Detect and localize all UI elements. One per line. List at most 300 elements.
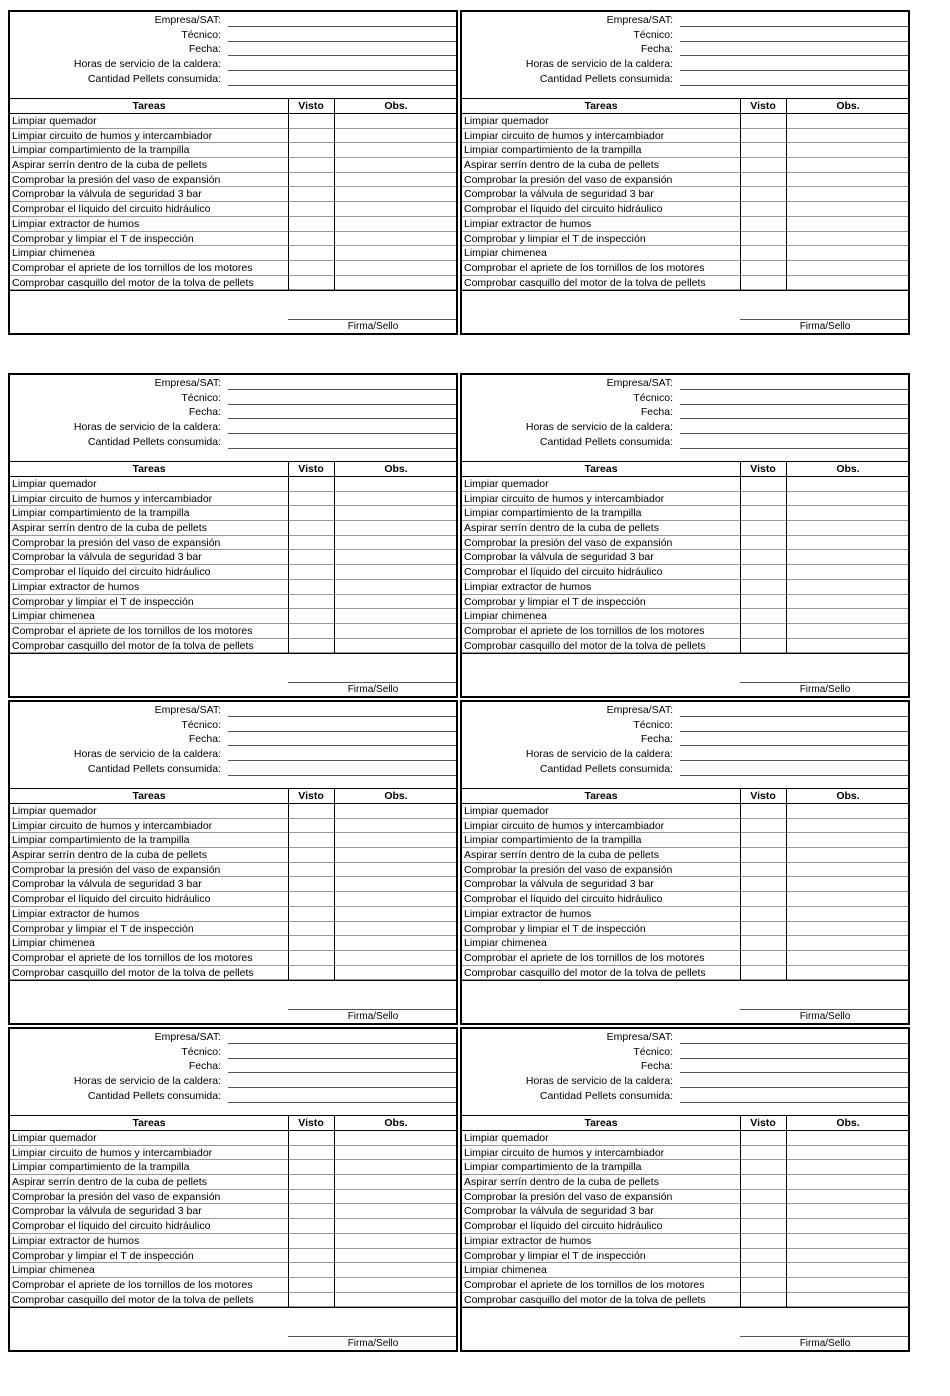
seen-checkbox-cell[interactable] bbox=[740, 1175, 786, 1189]
header-field-input[interactable] bbox=[228, 1102, 456, 1103]
task-table-header bbox=[10, 462, 456, 477]
seen-checkbox-cell[interactable] bbox=[288, 246, 334, 260]
header-field-row bbox=[10, 732, 456, 747]
seen-checkbox-cell[interactable] bbox=[740, 804, 786, 818]
obs-cell[interactable] bbox=[334, 1278, 456, 1292]
seen-checkbox-cell[interactable] bbox=[740, 848, 786, 862]
header-field-row bbox=[462, 762, 908, 777]
table-row bbox=[10, 922, 456, 937]
signature-line[interactable] bbox=[740, 319, 908, 320]
obs-cell[interactable] bbox=[334, 1175, 456, 1189]
obs-cell[interactable] bbox=[786, 506, 908, 520]
seen-checkbox-cell[interactable] bbox=[288, 922, 334, 936]
seen-checkbox-cell[interactable] bbox=[740, 1249, 786, 1263]
header-field-input[interactable] bbox=[228, 448, 456, 449]
obs-cell[interactable] bbox=[786, 550, 908, 564]
obs-cell[interactable] bbox=[786, 232, 908, 246]
obs-cell[interactable] bbox=[786, 624, 908, 638]
obs-cell[interactable] bbox=[334, 804, 456, 818]
task-label: Comprobar el líquido del circuito hidráulico bbox=[12, 203, 211, 216]
seen-checkbox-cell[interactable] bbox=[288, 232, 334, 246]
table-row bbox=[10, 936, 456, 951]
table-row bbox=[462, 922, 908, 937]
obs-cell[interactable] bbox=[786, 595, 908, 609]
obs-cell[interactable] bbox=[786, 1190, 908, 1204]
obs-cell[interactable] bbox=[786, 639, 908, 653]
obs-cell[interactable] bbox=[334, 624, 456, 638]
seen-checkbox-cell[interactable] bbox=[740, 550, 786, 564]
seen-checkbox-cell[interactable] bbox=[740, 158, 786, 172]
obs-cell[interactable] bbox=[786, 477, 908, 491]
seen-checkbox-cell[interactable] bbox=[740, 492, 786, 506]
seen-checkbox-cell[interactable] bbox=[288, 1146, 334, 1160]
obs-cell[interactable] bbox=[334, 1249, 456, 1263]
seen-checkbox-cell[interactable] bbox=[740, 114, 786, 128]
seen-checkbox-cell[interactable] bbox=[740, 624, 786, 638]
seen-checkbox-cell[interactable] bbox=[288, 892, 334, 906]
task-table-header bbox=[462, 99, 908, 114]
task-label: Limpiar circuito de humos y intercambiador bbox=[464, 819, 665, 832]
obs-cell[interactable] bbox=[334, 951, 456, 965]
obs-cell[interactable] bbox=[786, 1146, 908, 1160]
obs-cell[interactable] bbox=[334, 246, 456, 260]
table-row bbox=[10, 819, 456, 834]
header-field-label: Técnico: bbox=[633, 391, 673, 404]
seen-checkbox-cell[interactable] bbox=[288, 1160, 334, 1174]
obs-cell[interactable] bbox=[786, 863, 908, 877]
seen-checkbox-cell[interactable] bbox=[740, 907, 786, 921]
header-field-label: Empresa/SAT: bbox=[606, 377, 673, 389]
table-row bbox=[462, 217, 908, 232]
obs-cell[interactable] bbox=[334, 232, 456, 246]
obs-cell[interactable] bbox=[334, 848, 456, 862]
task-label: Comprobar casquillo del motor de la tolva de pellets bbox=[12, 276, 254, 289]
seen-checkbox-cell[interactable] bbox=[288, 863, 334, 877]
seen-checkbox-cell[interactable] bbox=[740, 951, 786, 965]
table-row bbox=[462, 1219, 908, 1234]
obs-cell[interactable] bbox=[786, 202, 908, 216]
obs-cell[interactable] bbox=[786, 848, 908, 862]
seen-checkbox-cell[interactable] bbox=[288, 936, 334, 950]
header-field-row bbox=[462, 28, 908, 43]
obs-cell[interactable] bbox=[334, 550, 456, 564]
column-header-seen: Visto bbox=[750, 790, 776, 802]
obs-cell[interactable] bbox=[786, 114, 908, 128]
obs-cell[interactable] bbox=[786, 261, 908, 275]
obs-cell[interactable] bbox=[786, 521, 908, 535]
obs-cell[interactable] bbox=[334, 877, 456, 891]
obs-cell[interactable] bbox=[786, 536, 908, 550]
table-row bbox=[462, 907, 908, 922]
obs-cell[interactable] bbox=[786, 1249, 908, 1263]
obs-cell[interactable] bbox=[334, 639, 456, 653]
seen-checkbox-cell[interactable] bbox=[740, 506, 786, 520]
table-row bbox=[10, 833, 456, 848]
obs-cell[interactable] bbox=[786, 1131, 908, 1145]
header-field-input[interactable] bbox=[228, 775, 456, 776]
obs-cell[interactable] bbox=[786, 217, 908, 231]
task-label: Limpiar compartimiento de la trampilla bbox=[12, 507, 190, 520]
obs-cell[interactable] bbox=[334, 1160, 456, 1174]
seen-checkbox-cell[interactable] bbox=[740, 936, 786, 950]
seen-checkbox-cell[interactable] bbox=[740, 1146, 786, 1160]
seen-checkbox-cell[interactable] bbox=[288, 848, 334, 862]
seen-checkbox-cell[interactable] bbox=[740, 1204, 786, 1218]
table-row bbox=[462, 936, 908, 951]
seen-checkbox-cell[interactable] bbox=[288, 1175, 334, 1189]
obs-cell[interactable] bbox=[334, 966, 456, 980]
header-field-row bbox=[462, 57, 908, 72]
task-label: Comprobar la válvula de seguridad 3 bar bbox=[464, 878, 654, 891]
obs-cell[interactable] bbox=[334, 907, 456, 921]
seen-checkbox-cell[interactable] bbox=[288, 639, 334, 653]
header-field-label: Fecha: bbox=[188, 1060, 221, 1073]
seen-checkbox-cell[interactable] bbox=[740, 521, 786, 535]
obs-cell[interactable] bbox=[334, 536, 456, 550]
seen-checkbox-cell[interactable] bbox=[288, 565, 334, 579]
task-label: Comprobar el apriete de los tornillos de los motores bbox=[12, 261, 253, 274]
maintenance-form-card bbox=[460, 700, 910, 1025]
seen-checkbox-cell[interactable] bbox=[740, 833, 786, 847]
seen-checkbox-cell[interactable] bbox=[740, 232, 786, 246]
table-row bbox=[10, 1263, 456, 1278]
seen-checkbox-cell[interactable] bbox=[288, 173, 334, 187]
task-label: Limpiar quemador bbox=[464, 1132, 549, 1144]
table-row bbox=[462, 892, 908, 907]
seen-checkbox-cell[interactable] bbox=[288, 877, 334, 891]
seen-checkbox-cell[interactable] bbox=[740, 565, 786, 579]
task-label: Aspirar serrín dentro de la cuba de pellets bbox=[12, 1176, 207, 1189]
task-label: Limpiar compartimiento de la trampilla bbox=[12, 144, 190, 157]
obs-cell[interactable] bbox=[786, 129, 908, 143]
table-row bbox=[462, 1131, 908, 1146]
seen-checkbox-cell[interactable] bbox=[288, 580, 334, 594]
header-field-row bbox=[10, 72, 456, 87]
header-field-label: Horas de servicio de la caldera: bbox=[73, 1075, 221, 1088]
table-row bbox=[10, 1204, 456, 1219]
table-bottom-border bbox=[10, 980, 456, 981]
header-field-row bbox=[10, 1030, 456, 1045]
column-header-seen: Visto bbox=[750, 100, 776, 112]
column-divider bbox=[786, 462, 787, 653]
column-divider bbox=[334, 789, 335, 980]
seen-checkbox-cell[interactable] bbox=[740, 1219, 786, 1233]
obs-cell[interactable] bbox=[334, 202, 456, 216]
seen-checkbox-cell[interactable] bbox=[740, 217, 786, 231]
seen-checkbox-cell[interactable] bbox=[288, 202, 334, 216]
task-label: Comprobar la presión del vaso de expansión bbox=[464, 863, 673, 876]
signature-line[interactable] bbox=[288, 682, 456, 683]
obs-cell[interactable] bbox=[786, 143, 908, 157]
header-field-label: Empresa/SAT: bbox=[154, 14, 221, 26]
obs-cell[interactable] bbox=[786, 892, 908, 906]
obs-cell[interactable] bbox=[786, 580, 908, 594]
obs-cell[interactable] bbox=[334, 173, 456, 187]
table-row bbox=[10, 966, 456, 981]
obs-cell[interactable] bbox=[786, 1204, 908, 1218]
obs-cell[interactable] bbox=[786, 951, 908, 965]
header-field-row bbox=[462, 747, 908, 762]
seen-checkbox-cell[interactable] bbox=[288, 477, 334, 491]
seen-checkbox-cell[interactable] bbox=[740, 877, 786, 891]
column-divider bbox=[740, 462, 741, 653]
seen-checkbox-cell[interactable] bbox=[288, 536, 334, 550]
obs-cell[interactable] bbox=[786, 922, 908, 936]
obs-cell[interactable] bbox=[334, 506, 456, 520]
seen-checkbox-cell[interactable] bbox=[288, 187, 334, 201]
header-field-input[interactable] bbox=[680, 775, 908, 776]
seen-checkbox-cell[interactable] bbox=[740, 966, 786, 980]
seen-checkbox-cell[interactable] bbox=[288, 114, 334, 128]
header-field-label: Cantidad Pellets consumida: bbox=[539, 1089, 673, 1102]
table-row bbox=[10, 863, 456, 878]
seen-checkbox-cell[interactable] bbox=[288, 1190, 334, 1204]
task-label: Aspirar serrín dentro de la cuba de pellets bbox=[464, 522, 659, 535]
obs-cell[interactable] bbox=[786, 187, 908, 201]
task-table-header bbox=[10, 789, 456, 804]
seen-checkbox-cell[interactable] bbox=[740, 129, 786, 143]
seen-checkbox-cell[interactable] bbox=[288, 1293, 334, 1307]
obs-cell[interactable] bbox=[334, 1146, 456, 1160]
seen-checkbox-cell[interactable] bbox=[740, 1234, 786, 1248]
obs-cell[interactable] bbox=[334, 276, 456, 290]
seen-checkbox-cell[interactable] bbox=[740, 609, 786, 623]
seen-checkbox-cell[interactable] bbox=[288, 550, 334, 564]
table-row bbox=[10, 129, 456, 144]
obs-cell[interactable] bbox=[334, 1263, 456, 1277]
obs-cell[interactable] bbox=[334, 922, 456, 936]
seen-checkbox-cell[interactable] bbox=[740, 1190, 786, 1204]
obs-cell[interactable] bbox=[334, 833, 456, 847]
task-label: Limpiar compartimiento de la trampilla bbox=[464, 834, 642, 847]
obs-cell[interactable] bbox=[786, 158, 908, 172]
obs-cell[interactable] bbox=[334, 565, 456, 579]
obs-cell[interactable] bbox=[334, 1234, 456, 1248]
task-label: Comprobar y limpiar el T de inspección bbox=[12, 1249, 194, 1262]
seen-checkbox-cell[interactable] bbox=[288, 276, 334, 290]
obs-cell[interactable] bbox=[786, 966, 908, 980]
signature-line[interactable] bbox=[288, 319, 456, 320]
obs-cell[interactable] bbox=[786, 804, 908, 818]
seen-checkbox-cell[interactable] bbox=[740, 1293, 786, 1307]
obs-cell[interactable] bbox=[334, 143, 456, 157]
obs-cell[interactable] bbox=[786, 1278, 908, 1292]
seen-checkbox-cell[interactable] bbox=[740, 246, 786, 260]
obs-cell[interactable] bbox=[786, 1234, 908, 1248]
task-table-header bbox=[462, 789, 908, 804]
table-row bbox=[462, 1278, 908, 1293]
header-field-row bbox=[10, 13, 456, 28]
seen-checkbox-cell[interactable] bbox=[288, 521, 334, 535]
column-divider bbox=[288, 462, 289, 653]
header-field-row bbox=[10, 376, 456, 391]
seen-checkbox-cell[interactable] bbox=[288, 158, 334, 172]
seen-checkbox-cell[interactable] bbox=[288, 143, 334, 157]
obs-cell[interactable] bbox=[334, 261, 456, 275]
header-field-input[interactable] bbox=[228, 85, 456, 86]
maintenance-form-card bbox=[460, 373, 910, 698]
seen-checkbox-cell[interactable] bbox=[288, 506, 334, 520]
obs-cell[interactable] bbox=[334, 187, 456, 201]
seen-checkbox-cell[interactable] bbox=[740, 187, 786, 201]
signature-label: Firma/Sello bbox=[799, 1011, 851, 1022]
seen-checkbox-cell[interactable] bbox=[288, 833, 334, 847]
header-field-label: Horas de servicio de la caldera: bbox=[525, 421, 673, 434]
seen-checkbox-cell[interactable] bbox=[740, 595, 786, 609]
obs-cell[interactable] bbox=[334, 819, 456, 833]
table-row bbox=[10, 246, 456, 261]
header-field-row bbox=[462, 391, 908, 406]
table-row bbox=[462, 129, 908, 144]
obs-cell[interactable] bbox=[786, 936, 908, 950]
obs-cell[interactable] bbox=[334, 1190, 456, 1204]
task-label: Comprobar la presión del vaso de expansión bbox=[464, 173, 673, 186]
seen-checkbox-cell[interactable] bbox=[288, 1234, 334, 1248]
obs-cell[interactable] bbox=[334, 158, 456, 172]
seen-checkbox-cell[interactable] bbox=[740, 1263, 786, 1277]
seen-checkbox-cell[interactable] bbox=[288, 804, 334, 818]
header-field-label: Empresa/SAT: bbox=[154, 704, 221, 716]
table-row bbox=[462, 624, 908, 639]
header-field-input[interactable] bbox=[680, 85, 908, 86]
obs-cell[interactable] bbox=[786, 1175, 908, 1189]
obs-cell[interactable] bbox=[786, 276, 908, 290]
seen-checkbox-cell[interactable] bbox=[288, 261, 334, 275]
signature-label: Firma/Sello bbox=[799, 1338, 851, 1349]
obs-cell[interactable] bbox=[786, 833, 908, 847]
seen-checkbox-cell[interactable] bbox=[740, 863, 786, 877]
obs-cell[interactable] bbox=[334, 892, 456, 906]
table-row bbox=[462, 173, 908, 188]
seen-checkbox-cell[interactable] bbox=[740, 173, 786, 187]
signature-line[interactable] bbox=[288, 1009, 456, 1010]
obs-cell[interactable] bbox=[334, 492, 456, 506]
obs-cell[interactable] bbox=[334, 1219, 456, 1233]
seen-checkbox-cell[interactable] bbox=[740, 1278, 786, 1292]
obs-cell[interactable] bbox=[786, 1219, 908, 1233]
seen-checkbox-cell[interactable] bbox=[740, 922, 786, 936]
obs-cell[interactable] bbox=[334, 580, 456, 594]
obs-cell[interactable] bbox=[334, 477, 456, 491]
obs-cell[interactable] bbox=[334, 1204, 456, 1218]
table-row bbox=[10, 1160, 456, 1175]
obs-cell[interactable] bbox=[786, 492, 908, 506]
obs-cell[interactable] bbox=[334, 1293, 456, 1307]
seen-checkbox-cell[interactable] bbox=[288, 595, 334, 609]
signature-line[interactable] bbox=[740, 1009, 908, 1010]
obs-cell[interactable] bbox=[786, 877, 908, 891]
obs-cell[interactable] bbox=[334, 114, 456, 128]
seen-checkbox-cell[interactable] bbox=[740, 639, 786, 653]
table-row bbox=[10, 1234, 456, 1249]
seen-checkbox-cell[interactable] bbox=[288, 951, 334, 965]
signature-line[interactable] bbox=[740, 682, 908, 683]
seen-checkbox-cell[interactable] bbox=[740, 477, 786, 491]
header-field-label: Técnico: bbox=[633, 28, 673, 41]
seen-checkbox-cell[interactable] bbox=[288, 1249, 334, 1263]
header-field-label: Fecha: bbox=[640, 406, 673, 419]
seen-checkbox-cell[interactable] bbox=[740, 819, 786, 833]
obs-cell[interactable] bbox=[334, 595, 456, 609]
obs-cell[interactable] bbox=[786, 1293, 908, 1307]
seen-checkbox-cell[interactable] bbox=[288, 129, 334, 143]
seen-checkbox-cell[interactable] bbox=[288, 966, 334, 980]
obs-cell[interactable] bbox=[786, 819, 908, 833]
obs-cell[interactable] bbox=[786, 246, 908, 260]
table-row bbox=[10, 951, 456, 966]
obs-cell[interactable] bbox=[786, 609, 908, 623]
obs-cell[interactable] bbox=[786, 173, 908, 187]
task-label: Limpiar chimenea bbox=[12, 937, 95, 950]
task-table-header bbox=[462, 1116, 908, 1131]
obs-cell[interactable] bbox=[786, 565, 908, 579]
signature-line[interactable] bbox=[288, 1336, 456, 1337]
seen-checkbox-cell[interactable] bbox=[288, 1263, 334, 1277]
column-header-tasks: Tareas bbox=[584, 100, 618, 112]
column-divider bbox=[740, 99, 741, 290]
obs-cell[interactable] bbox=[334, 1131, 456, 1145]
obs-cell[interactable] bbox=[334, 129, 456, 143]
task-label: Limpiar extractor de humos bbox=[12, 580, 140, 593]
seen-checkbox-cell[interactable] bbox=[740, 536, 786, 550]
obs-cell[interactable] bbox=[786, 1160, 908, 1174]
column-header-seen: Visto bbox=[750, 463, 776, 475]
header-field-row bbox=[10, 747, 456, 762]
seen-checkbox-cell[interactable] bbox=[740, 1160, 786, 1174]
header-field-label: Horas de servicio de la caldera: bbox=[525, 748, 673, 761]
seen-checkbox-cell[interactable] bbox=[740, 892, 786, 906]
seen-checkbox-cell[interactable] bbox=[288, 609, 334, 623]
seen-checkbox-cell[interactable] bbox=[288, 1278, 334, 1292]
task-label: Comprobar el líquido del circuito hidráulico bbox=[464, 1220, 663, 1233]
seen-checkbox-cell[interactable] bbox=[288, 217, 334, 231]
seen-checkbox-cell[interactable] bbox=[288, 1219, 334, 1233]
task-label: Comprobar el líquido del circuito hidráulico bbox=[12, 1220, 211, 1233]
obs-cell[interactable] bbox=[334, 936, 456, 950]
table-row bbox=[462, 114, 908, 129]
signature-line[interactable] bbox=[740, 1336, 908, 1337]
seen-checkbox-cell[interactable] bbox=[288, 907, 334, 921]
obs-cell[interactable] bbox=[334, 609, 456, 623]
seen-checkbox-cell[interactable] bbox=[740, 1131, 786, 1145]
seen-checkbox-cell[interactable] bbox=[288, 624, 334, 638]
seen-checkbox-cell[interactable] bbox=[740, 276, 786, 290]
header-field-label: Cantidad Pellets consumida: bbox=[539, 435, 673, 448]
obs-cell[interactable] bbox=[786, 1263, 908, 1277]
task-label: Comprobar el apriete de los tornillos de los motores bbox=[464, 951, 705, 964]
table-row bbox=[462, 1234, 908, 1249]
seen-checkbox-cell[interactable] bbox=[288, 1204, 334, 1218]
table-row bbox=[10, 595, 456, 610]
seen-checkbox-cell[interactable] bbox=[288, 492, 334, 506]
seen-checkbox-cell[interactable] bbox=[288, 1131, 334, 1145]
column-header-seen: Visto bbox=[298, 790, 324, 802]
header-field-input[interactable] bbox=[680, 448, 908, 449]
seen-checkbox-cell[interactable] bbox=[740, 261, 786, 275]
seen-checkbox-cell[interactable] bbox=[288, 819, 334, 833]
seen-checkbox-cell[interactable] bbox=[740, 580, 786, 594]
obs-cell[interactable] bbox=[334, 217, 456, 231]
seen-checkbox-cell[interactable] bbox=[740, 143, 786, 157]
obs-cell[interactable] bbox=[334, 521, 456, 535]
header-field-input[interactable] bbox=[680, 1102, 908, 1103]
seen-checkbox-cell[interactable] bbox=[740, 202, 786, 216]
table-row bbox=[10, 232, 456, 247]
obs-cell[interactable] bbox=[786, 907, 908, 921]
column-header-tasks: Tareas bbox=[132, 463, 166, 475]
obs-cell[interactable] bbox=[334, 863, 456, 877]
task-label: Limpiar quemador bbox=[12, 1132, 97, 1144]
